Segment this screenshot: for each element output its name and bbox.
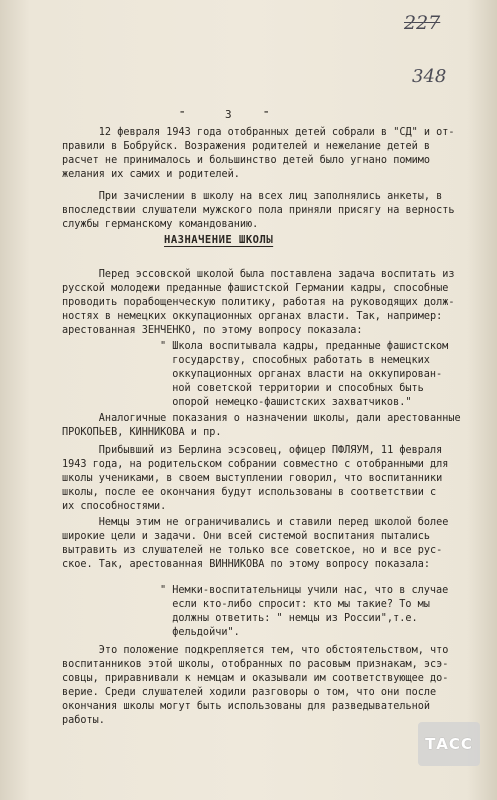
page-number-dash-left: - [178, 104, 187, 120]
section-heading: НАЗНАЧЕНИЕ ШКОЛЫ [164, 234, 274, 246]
page-number-dash-right: - [262, 104, 271, 120]
paragraph-1: 12 февраля 1943 года отобранных детей собрали в "СД" и от- правили в Бобруйск. Возражения родителей и нежелание детей в расчет не принималось и большинство детей было угнано помимо желания их самих и родителей. [62, 127, 455, 180]
body-paragraph-4: Немцы этим не ограничивались и ставили перед школой более широкие цели и задачи. Они всей системой воспитания пытались вытравить из слушателей не только все советское, но и все рус- ское. Так, арестованная ВИННИКОВА по этому вопросу показала: [62, 517, 449, 570]
body-paragraph-2: Аналогичные показания о назначении школы, дали арестованные ПРОКОПЬЕВ, КИННИКОВА и пр. [62, 413, 461, 438]
quote-vinnikova: " Немки-воспитательницы учили нас, что в случае если кто-либо спросит: кто мы такие? То мы должны ответить: " немцы из России",т.е. фельдойчи". [160, 585, 449, 638]
body-paragraph-5: Это положение подкрепляется тем, что обстоятельством, что воспитанников этой школы, отобранных по расовым признакам, эсэ- совцы, приравнивали к немцам и оказывали им соответствующее до- верие. Среди слушателей ходили разговоры о том, что они после окончания школы могут быть использованы для разведывательной работы. [62, 645, 449, 726]
quote-zenchenko: " Школа воспитывала кадры, преданные фашистском государству, способных работать в немецких оккупационных органах власти на оккупирован- ной советской территории и способных быть опорой немецко-фашистских захватчиков." [160, 341, 449, 408]
tass-watermark-logo [418, 722, 480, 766]
body-paragraph-1: Перед эссовской школой была поставлена задача воспитать из русской молодежи преданные фашистской Германии кадры, способные проводить порабощенческую политику, работая на руководящих долж- ностях в немецких оккупационных органах власти. Так, например: арестованная ЗЕНЧЕНКО, по этому вопросу показала: [62, 269, 455, 336]
watermark-text: ТАСС [425, 735, 473, 753]
archive-number-crossed: 227 [404, 12, 441, 34]
page-number: 3 [225, 108, 232, 121]
body-paragraph-3: Прибывший из Берлина эсэсовец, офицер ПФЛЯУМ, 11 февраля 1943 года, на родительском собрании совместно с отобранными для школы учениками, в своем выступлении говорил, что воспитанники школы, после ее окончания будут использованы в соответствии с их способностями. [62, 445, 449, 512]
archive-number: 348 [412, 66, 447, 87]
paragraph-2: При зачислении в школу на всех лиц заполнялись анкеты, в впоследствии слушатели мужского пола приняли присягу на верность службы германскому командованию. [62, 191, 455, 230]
